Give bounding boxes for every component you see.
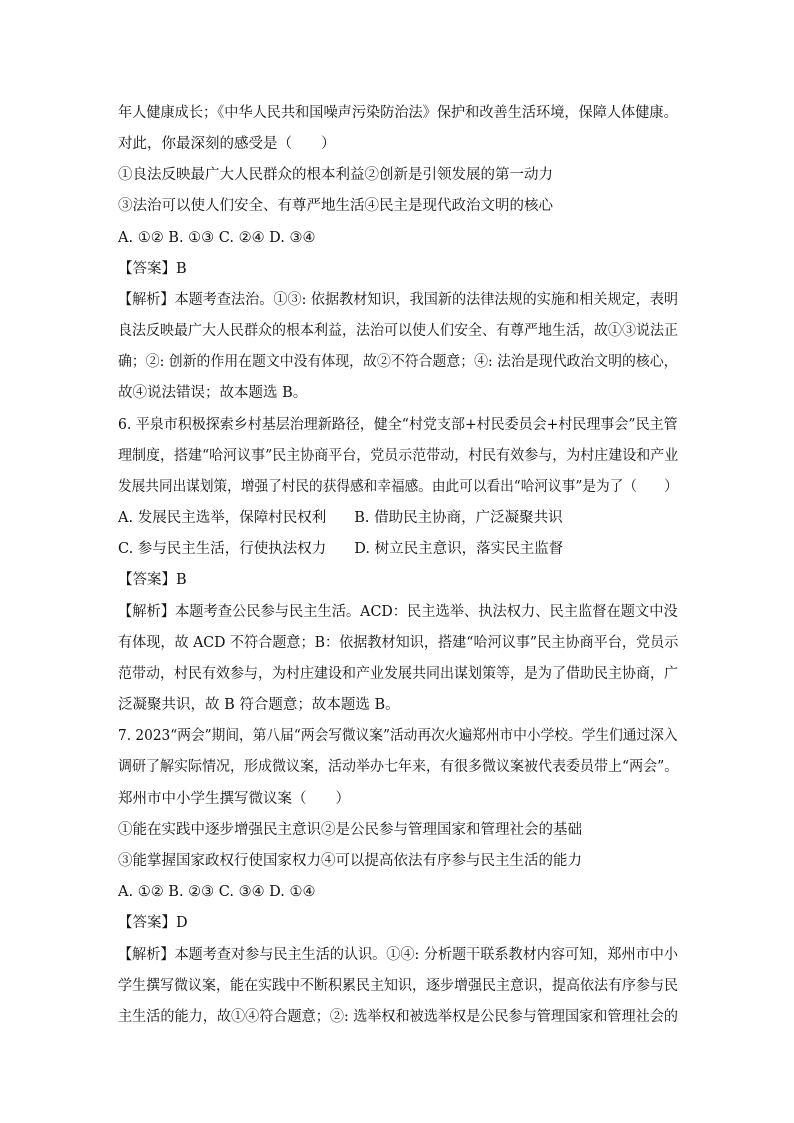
q6-explanation-line-2: 有体现，故 ACD 不符合题意；B：依据教材知识，搭建“哈河议事”民主协商平台，党员示 [118,635,679,651]
q5-answer: 【答案】B [118,261,187,277]
q5-explanation-line-1: 【解析】本题考查法治。①③: 依据教材知识，我国新的法律法规的实施和相关规定，表明 [118,292,678,308]
q6-options-row-1 [118,508,563,528]
q7-options: A. ①② B. ②③ C. ③④ D. ①④ [118,884,316,900]
q6-stem-line-1: 6. 平泉市积极探索乡村基层治理新路径，健全“村党支部+村民委员会+村民理事会”民主管 [118,417,678,433]
q7-stem-line-2: 调研了解实际情况，形成微议案，活动举办七年来，有很多微议案被代表委员带上“两会”。 [118,759,679,775]
q6-option-a: A. 发展民主选举，保障村民权利 [118,510,327,526]
q5-explanation-line-4: 故④说法错误；故本题选 B。 [118,385,308,401]
q5-statement-1: ①良法反映最广大人民群众的根本利益②创新是引领发展的第一动力 [118,167,553,183]
q7-explanation-line-3: 主生活的能力，故①④符合题意；②: 选举权和被选举权是公民参与管理国家和管理社会的 [118,1009,678,1025]
q7-statement-1: ①能在实践中逐步增强民主意识②是公民参与管理国家和管理社会的基础 [118,822,582,838]
q5-options: A. ①② B. ①③ C. ②④ D. ③④ [118,230,316,246]
q6-option-c: C. 参与民主生活，行使执法权力 [118,541,327,557]
q5-stem-line-1: 年人健康成长；《中华人民共和国噪声污染防治法》保护和改善生活环境，保障人体健康。 [118,105,678,121]
q7-explanation-line-2: 学生撰写微议案，能在实践中不断积累民主知识，逐步增强民主意识，提高依法有序参与民 [118,978,678,994]
q6-explanation-line-4: 泛凝聚共识，故 B 符合题意；故本题选 B。 [118,697,400,713]
q6-option-d: D. 树立民主意识，落实民主监督 [354,541,564,557]
q5-explanation-line-3: 确；②: 创新的作用在题文中没有体现，故②不符合题意；④: 法治是现代政治文明的核心， [118,354,678,370]
q7-explanation-line-1: 【解析】本题考查对参与民主生活的认识。①④: 分析题干联系教材内容可知，郑州市中小 [118,947,678,963]
q5-statement-2: ③法治可以使人们安全、有尊严地生活④民主是现代政治文明的核心 [118,198,553,214]
q5-stem-line-2: 对此，你最深刻的感受是（ ） [118,136,336,152]
q6-stem-line-3: 发展共同出谋划策，增强了村民的获得感和幸福感。由此可以看出“哈河议事”是为了（ ） [118,479,678,495]
q6-explanation-line-1: 【解析】本题考查公民参与民主生活。ACD：民主选举、执法权力、民主监督在题文中没 [118,604,678,620]
q6-option-b: B. 借助民主协商，广泛凝聚共识 [354,510,563,526]
q7-stem-line-1: 7. 2023“两会”期间，第八届“两会写微议案”活动再次火遍郑州市中小学校。学生们通过深入 [118,728,678,744]
q6-stem-line-2: 理制度，搭建“哈河议事”民主协商平台，党员示范带动，村民有效参与，为村庄建设和产业 [118,448,679,464]
q7-answer: 【答案】D [118,915,188,931]
q6-explanation-line-3: 范带动，村民有效参与，为村庄建设和产业发展共同出谋划策等，是为了借助民主协商，广 [118,666,678,682]
q7-stem-line-3: 郑州市中小学生撰写微议案（ ） [118,791,350,807]
q6-answer: 【答案】B [118,572,187,588]
q6-options-row-2 [118,539,563,559]
q7-statement-2: ③能掌握国家政权行使国家权力④可以提高依法有序参与民主生活的能力 [118,853,582,869]
q5-explanation-line-2: 良法反映最广大人民群众的根本利益，法治可以使人们安全、有尊严地生活，故①③说法正 [118,323,678,339]
